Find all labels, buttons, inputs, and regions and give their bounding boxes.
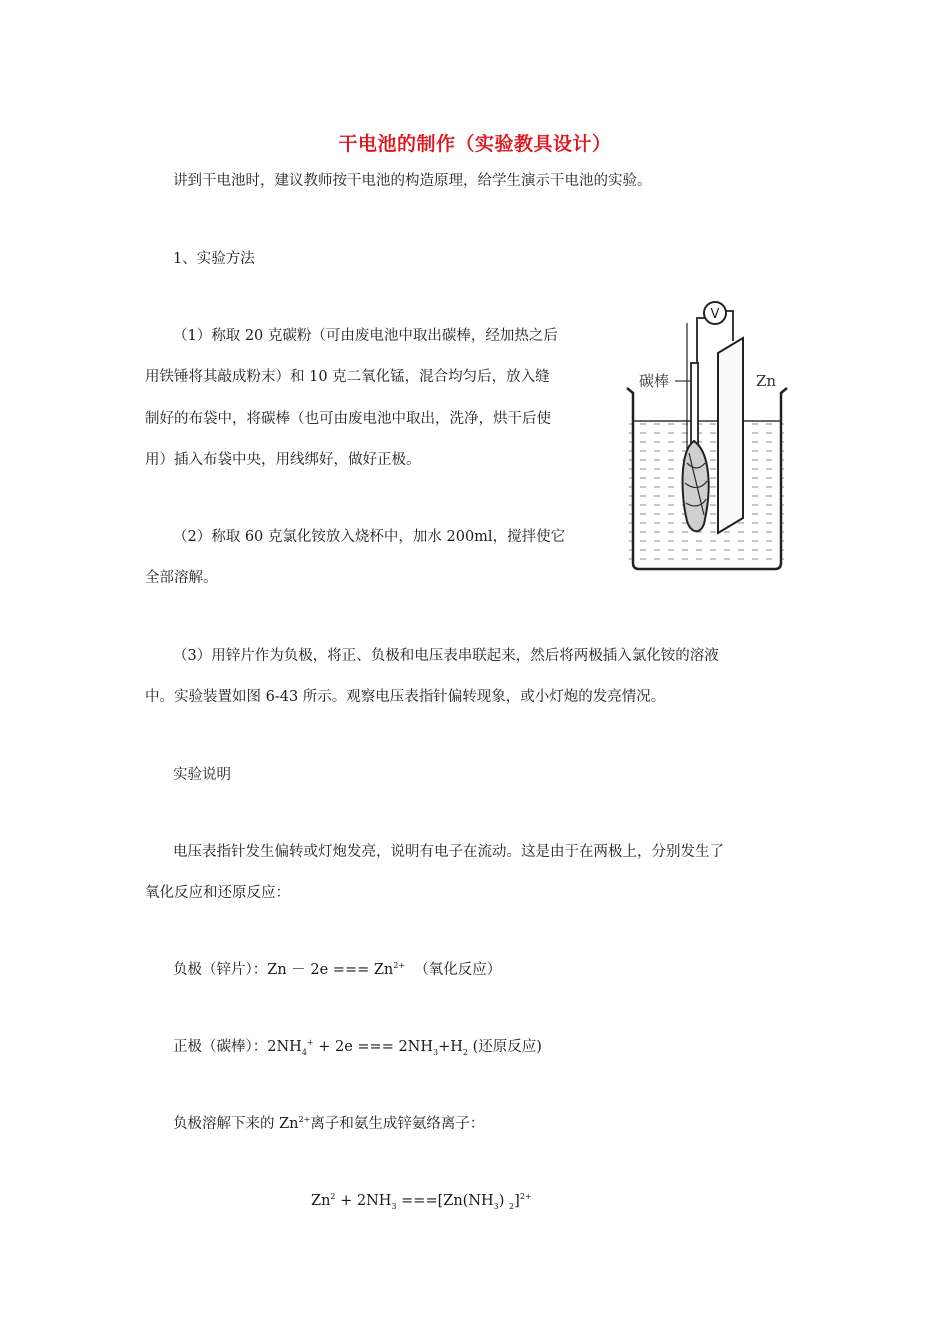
complex-ion-intro: 负极溶解下来的 $Zn^{2+}$离子和氨生成锌氨络离子： [173, 1115, 485, 1132]
step1-line-3: 制好的布袋中，将碳棒（也可由废电池中取出，洗净，烘干后使 [145, 411, 551, 427]
label-carbon-rod: 碳棒 [639, 372, 670, 390]
equation-negative-electrode: 负极（锌片）：Zn － 2e === $Zn^{2+}$ （氧化反应） [173, 961, 502, 978]
step1-line-2: 用铁锤将其敲成粉末）和 10 克二氧化锰，混合均匀后，放入缝 [145, 369, 550, 385]
voltmeter-icon [704, 302, 726, 324]
apparatus-figure [625, 293, 795, 573]
equation-positive-electrode: 正极（碳棒）：$2NH_4^+ + 2e$ === $2NH_3+H_2$ (还原反应) [173, 1038, 542, 1057]
step2-line-1: （2）称取 60 克氯化铵放入烧杯中，加水 200ml，搅拌使它 [173, 529, 566, 545]
equation-complex-ion: $Zn^2 + 2NH_3 ===[Zn(NH_3)$ $_2$]$^{2+}$ [311, 1192, 532, 1211]
step2-line-2: 全部溶解。 [145, 570, 218, 586]
svg-text:V: V [710, 307, 720, 322]
intro-paragraph: 讲到干电池时，建议教师按干电池的构造原理，给学生演示干电池的实验。 [173, 173, 652, 189]
page-title: 干电池的制作（实验教具设计） [338, 133, 612, 155]
section-heading-explain: 实验说明 [173, 767, 231, 783]
label-zinc: Zn [756, 372, 777, 390]
cloth-bag [683, 441, 709, 531]
step1-line-1: （1）称取 20 克碳粉（可由废电池中取出碳棒，经加热之后 [173, 328, 558, 344]
explain-line-2: 氧化反应和还原反应： [145, 885, 290, 901]
zinc-plate [718, 338, 743, 533]
section-heading-method: 1、实验方法 [173, 251, 255, 267]
step3-line-2: 中。实验装置如图 6-43 所示。观察电压表指针偏转现象，或小灯炮的发亮情况。 [145, 689, 666, 705]
step3-line-1: （3）用锌片作为负极，将正、负极和电压表串联起来，然后将两极插入氯化铵的溶液 [173, 648, 719, 664]
step1-line-4: 用）插入布袋中央，用线绑好，做好正极。 [145, 452, 421, 468]
explain-line-1: 电压表指针发生偏转或灯炮发亮，说明有电子在流动。这是由于在两极上，分别发生了 [173, 844, 724, 860]
